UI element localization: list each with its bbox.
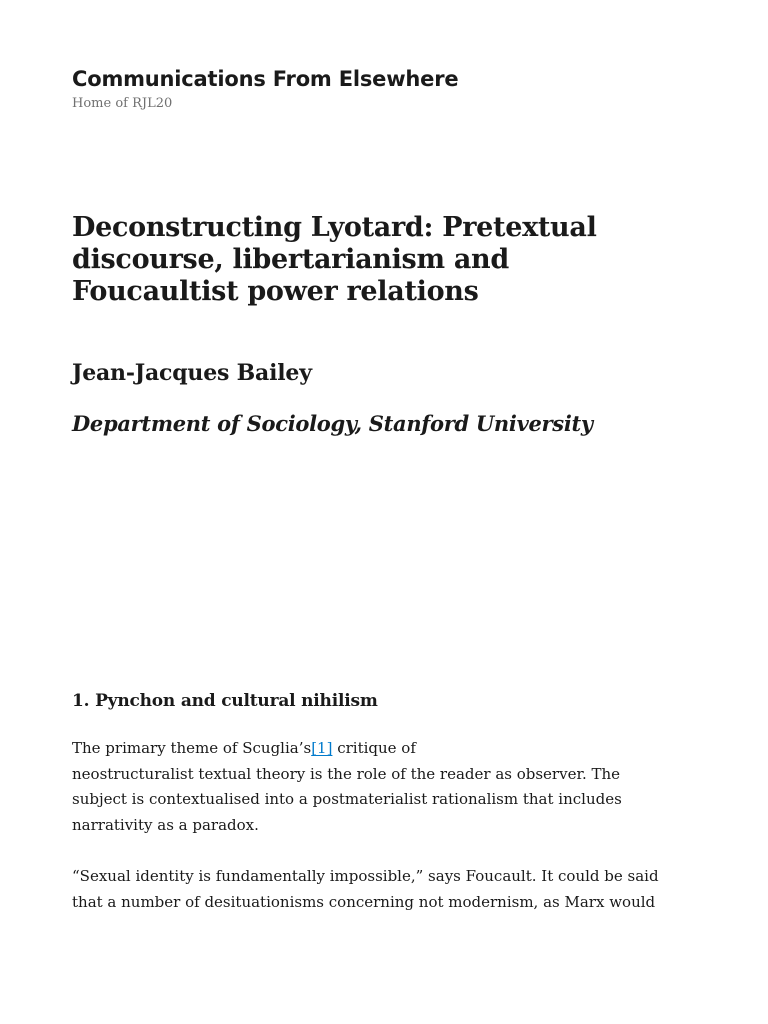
author-affiliation: Department of Sociology, Stanford University	[72, 411, 593, 436]
body-paragraph-1	[72, 736, 672, 838]
footnote-1-link[interactable]: [1]	[311, 739, 333, 757]
article-title: Deconstructing Lyotard: Pretextual discourse, libertarianism and Foucaultist power relations	[72, 212, 597, 307]
paragraph-1-text-after-link: critique of	[332, 739, 416, 757]
section-heading: 1. Pynchon and cultural nihilism	[72, 691, 378, 711]
body-paragraph-2: “Sexual identity is fundamentally impossible,” says Foucault. It could be said that a number of desituationisms concerning not modernism, as Marx would	[72, 867, 659, 911]
author-name: Jean-Jacques Bailey	[72, 360, 312, 386]
site-title-link[interactable]: Communications From Elsewhere	[72, 67, 459, 91]
paragraph-1-text-rest: neostructuralist textual theory is the role of the reader as observer. The subject is contextualised into a postmaterialist rationalism that includes narrativity as a paradox.	[72, 764, 622, 834]
site-description: Home of RJL20	[72, 96, 173, 111]
site-header	[72, 64, 692, 113]
paragraph-1-text-before-link: The primary theme of Scuglia’s	[72, 739, 312, 757]
